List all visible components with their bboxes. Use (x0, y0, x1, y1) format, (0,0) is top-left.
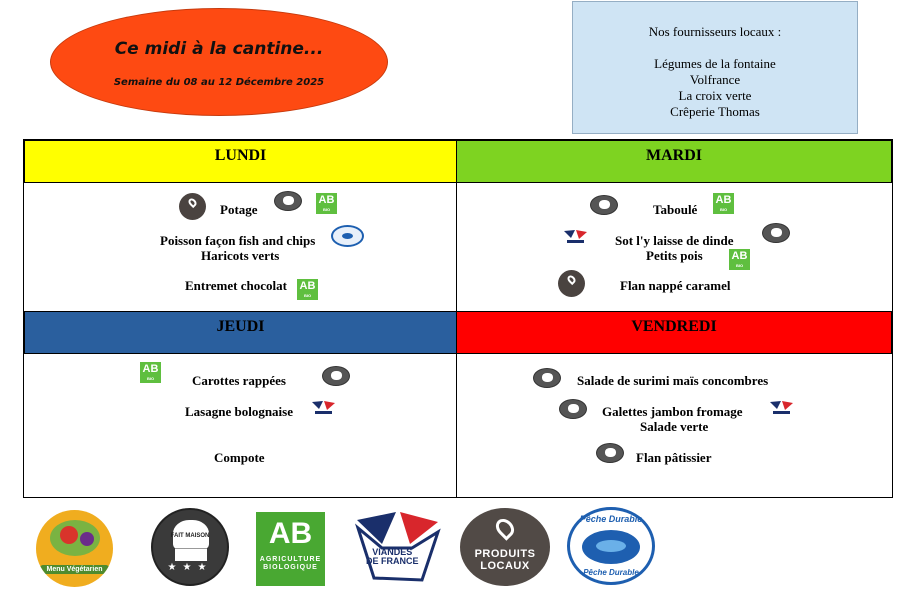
dish-flan-caramel: Flan nappé caramel (620, 278, 731, 293)
agriculture-biologique-icon: AB BIO (140, 362, 161, 383)
viandes-de-france-icon (768, 400, 795, 418)
dish-potage: Potage (220, 202, 258, 217)
peche-durable-icon (331, 225, 364, 247)
agriculture-biologique-icon: AB BIO (729, 249, 750, 270)
ab-letters: AB (268, 517, 313, 550)
dish-salade-verte: Salade verte (640, 419, 709, 434)
dish-haricots: Haricots verts (201, 248, 280, 263)
produits-locaux-icon (179, 193, 206, 220)
week-subtitle: Semaine du 08 au 12 Décembre 2025 (113, 77, 325, 88)
day-header-jeudi: JEUDI (24, 311, 457, 354)
weekly-menu-table (23, 139, 893, 498)
day-cell-lundi (24, 182, 456, 311)
produits-locaux-icon (558, 270, 585, 297)
suppliers-title: Nos fournisseurs locaux : (648, 24, 782, 39)
dish-petits-pois: Petits pois (646, 248, 703, 263)
dish-lasagne: Lasagne bolognaise (185, 404, 293, 419)
ab-line2: BIOLOGIQUE (263, 564, 318, 571)
dish-compote: Compote (214, 450, 265, 465)
viandes-de-france-icon (310, 400, 337, 418)
menu-vegetarien-text: Menu Végétarien (40, 565, 109, 574)
day-header-vendredi: VENDREDI (456, 311, 892, 354)
label-legend (0, 500, 900, 590)
fait-maison-icon (596, 443, 624, 463)
dish-galettes: Galettes jambon fromage (602, 404, 743, 419)
viandes-de-france-logo (352, 508, 442, 586)
fait-maison-logo: FAIT MAISON ★★★ (151, 508, 229, 586)
peche-bottom-text: Pêche Durable (583, 568, 639, 577)
agriculture-biologique-icon: AB BIO (316, 193, 337, 214)
day-header-mardi: MARDI (456, 140, 892, 183)
supplier-item: Légumes de la fontaine (654, 56, 776, 71)
peche-top-text: Pêche Durable (579, 514, 643, 524)
dish-sot-l-y-laisse: Sot l'y laisse de dinde (615, 233, 734, 248)
day-cell-vendredi (457, 354, 892, 497)
agriculture-biologique-icon: AB BIO (713, 193, 734, 214)
dish-taboule: Taboulé (653, 202, 698, 217)
fait-maison-icon (559, 399, 587, 419)
local-suppliers-box (572, 1, 858, 134)
fait-maison-icon (322, 366, 350, 386)
fait-maison-icon (762, 223, 790, 243)
menu-title-banner (50, 8, 388, 116)
peche-durable-logo (567, 507, 655, 585)
day-cell-mardi (457, 182, 892, 311)
viandes-de-france-icon (562, 229, 589, 247)
viandes-line1: VIANDES (372, 547, 413, 557)
day-header-lundi: LUNDI (24, 140, 457, 183)
fait-maison-icon (533, 368, 561, 388)
fait-maison-text: FAIT MAISON (170, 533, 210, 539)
supplier-item: La croix verte (678, 88, 752, 103)
suppliers-list (573, 56, 857, 120)
agriculture-biologique-logo (256, 512, 325, 586)
viandes-line2: DE FRANCE (366, 556, 419, 566)
day-cell-jeudi (24, 354, 456, 497)
produits-locaux-logo (460, 508, 550, 586)
supplier-item: Volfrance (689, 72, 741, 87)
produits-line2: LOCAUX (480, 560, 530, 572)
fait-maison-icon (590, 195, 618, 215)
produits-line1: PRODUITS (474, 548, 536, 560)
dish-salade-surimi: Salade de surimi maïs concombres (577, 373, 769, 388)
dish-flan-patissier: Flan pâtissier (636, 450, 712, 465)
fait-maison-icon (274, 191, 302, 211)
menu-vegetarien-logo (36, 510, 113, 587)
dish-poisson: Poisson façon fish and chips (160, 233, 316, 248)
ab-line1: AGRICULTURE (259, 556, 322, 563)
agriculture-biologique-icon: AB BIO (297, 279, 318, 300)
page-title: Ce midi à la cantine... (114, 39, 324, 59)
dish-carottes: Carottes rappées (192, 373, 286, 388)
dish-entremet: Entremet chocolat (185, 278, 287, 293)
supplier-item: Crêperie Thomas (670, 104, 760, 119)
